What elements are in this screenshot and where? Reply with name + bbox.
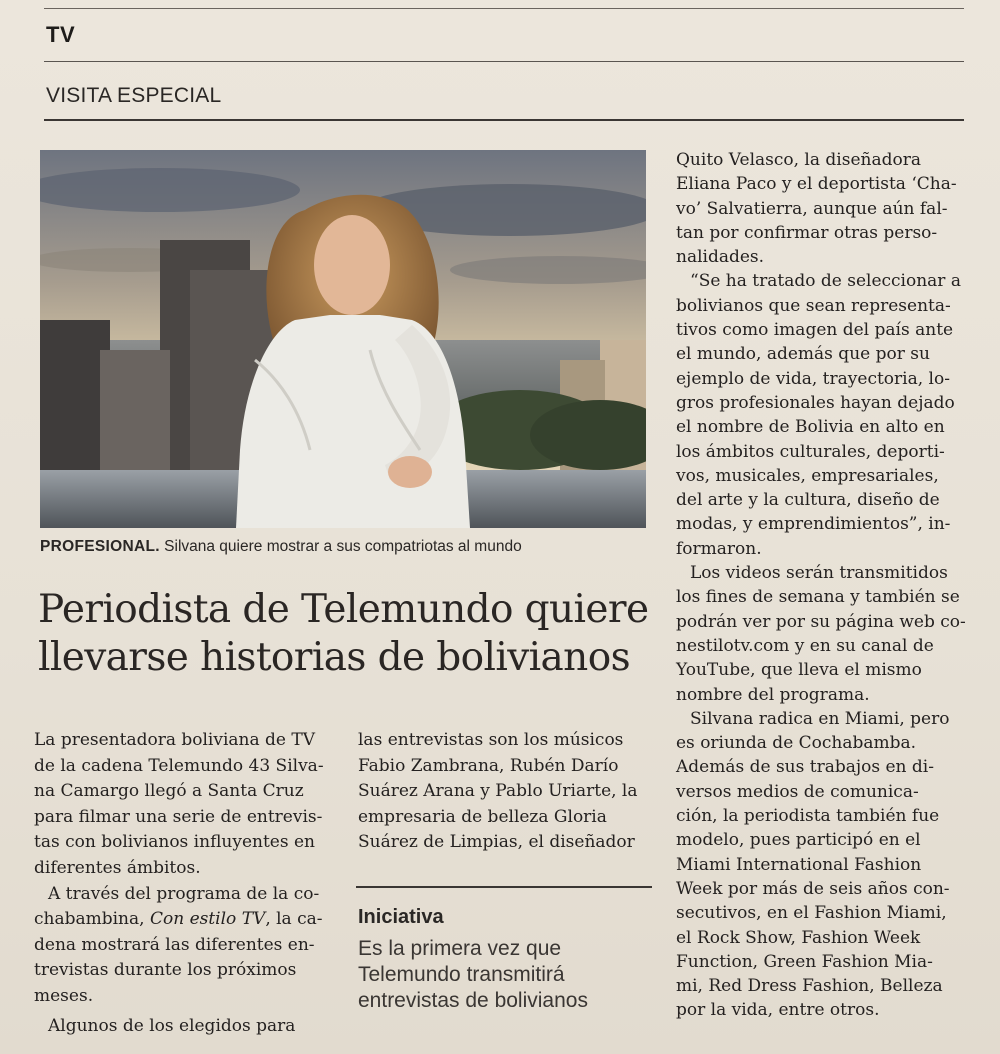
body-line: nombre del programa. xyxy=(676,684,870,705)
body-line: La presentadora boliviana de TV xyxy=(34,730,315,750)
section-label: TV xyxy=(46,22,76,47)
body-line: es oriunda de Cochabamba. xyxy=(676,733,917,754)
pullquote-rule xyxy=(356,886,652,888)
body-line: bolivianos que sean representa- xyxy=(676,295,951,316)
body-line: mi, Red Dress Fashion, Belleza xyxy=(676,976,943,997)
body-line: A través del programa de la co- xyxy=(48,883,320,904)
body-line: Algunos de los elegidos para xyxy=(48,1015,296,1036)
body-line: Quito Velasco, la diseñadora xyxy=(676,150,921,170)
body-line: meses. xyxy=(34,985,94,1006)
body-line: Week por más de seis años con- xyxy=(676,878,950,899)
body-line: Miami International Fashion xyxy=(676,854,922,875)
body-line: YouTube, que lleva el mismo xyxy=(676,660,922,681)
body-line: nalidades. xyxy=(676,247,765,268)
article-photo xyxy=(40,150,646,528)
program-name: Con estilo TV xyxy=(149,909,266,930)
body-line: el Rock Show, Fashion Week xyxy=(676,927,921,948)
building xyxy=(40,320,110,480)
body-line: Eliana Paco y el deportista ‘Cha- xyxy=(676,174,957,195)
headline-line: llevarse historias de bolivianos xyxy=(38,635,630,680)
body-line: el mundo, además que por su xyxy=(676,344,930,365)
headline-line: Periodista de Telemundo quiere xyxy=(38,587,649,632)
pullquote-line: Es la primera vez que xyxy=(358,937,562,960)
body-line: los ámbitos culturales, deporti- xyxy=(676,441,945,462)
photo-illustration xyxy=(40,150,646,528)
pullquote-text xyxy=(358,936,658,1014)
body-line: secutivos, en el Fashion Miami, xyxy=(676,903,947,924)
body-line: na Camargo llegó a Santa Cruz xyxy=(34,781,304,802)
body-line: ejemplo de vida, trayectoria, lo- xyxy=(676,368,950,389)
body-line: versos medios de comunica- xyxy=(676,781,919,802)
photo-caption xyxy=(40,538,646,556)
body-line: el nombre de Bolivia en alto en xyxy=(676,417,945,438)
section-rule xyxy=(44,61,964,62)
body-line: tivos como imagen del país ante xyxy=(676,320,954,341)
body-line: Suárez de Limpias, el diseñador xyxy=(358,832,635,853)
body-line: nestilotv.com y en su canal de xyxy=(676,635,934,656)
body-line: de la cadena Telemundo 43 Silva- xyxy=(34,755,324,776)
body-text: chabambina, xyxy=(34,909,150,930)
body-column-2 xyxy=(358,728,658,856)
body-column-3 xyxy=(676,148,980,1023)
body-line: gros profesionales hayan dejado xyxy=(676,392,955,413)
body-text: , la ca- xyxy=(265,909,323,930)
body-line: del arte y la cultura, diseño de xyxy=(676,490,940,511)
body-line: empresaria de belleza Gloria xyxy=(358,806,607,827)
hand xyxy=(388,456,432,488)
body-line: vos, musicales, empresariales, xyxy=(676,465,939,486)
body-line: diferentes ámbitos. xyxy=(34,857,201,878)
body-line: tan por confirmar otras perso- xyxy=(676,222,938,243)
body-line: los fines de semana y también se xyxy=(676,587,960,608)
body-line: Suárez Arana y Pablo Uriarte, la xyxy=(358,781,638,802)
body-line: tas con bolivianos influyentes en xyxy=(34,832,315,853)
caption-lead: PROFESIONAL. xyxy=(40,538,160,555)
building xyxy=(100,350,170,480)
body-line: dena mostrará las diferentes en- xyxy=(34,934,315,955)
kicker-rule xyxy=(44,119,964,121)
body-line: Fabio Zambrana, Rubén Darío xyxy=(358,755,619,776)
caption-text: Silvana quiere mostrar a sus compatriotas al mundo xyxy=(159,538,522,555)
body-line: Silvana radica en Miami, pero xyxy=(690,708,950,729)
body-line: por la vida, entre otros. xyxy=(676,1000,880,1021)
body-line: Los videos serán transmitidos xyxy=(690,563,948,584)
kicker: VISITA ESPECIAL xyxy=(46,84,222,107)
face xyxy=(314,215,390,315)
body-line: modelo, pues participó en el xyxy=(676,830,921,851)
body-line: vo’ Salvatierra, aunque aún fal- xyxy=(676,198,948,219)
body-column-1 xyxy=(34,728,334,1039)
body-line: para filmar una serie de entrevis- xyxy=(34,806,323,827)
body-line: ción, la periodista también fue xyxy=(676,806,940,827)
body-line: Function, Green Fashion Mia- xyxy=(676,951,933,972)
body-line: las entrevistas son los músicos xyxy=(358,730,624,750)
headline xyxy=(38,586,658,682)
body-line: “Se ha tratado de seleccionar a xyxy=(690,271,961,292)
pullquote-line: entrevistas de bolivianos xyxy=(358,989,588,1012)
body-line: Además de sus trabajos en di- xyxy=(676,757,934,778)
body-line: trevistas durante los próximos xyxy=(34,960,297,981)
body-line: formaron. xyxy=(676,538,762,559)
body-line: modas, y emprendimientos”, in- xyxy=(676,514,951,535)
top-rule xyxy=(44,8,964,9)
body-line xyxy=(34,907,334,933)
pullquote-title: Iniciativa xyxy=(358,906,444,928)
pullquote-line: Telemundo transmitirá xyxy=(358,963,565,986)
body-line: podrán ver por su página web co- xyxy=(676,611,966,632)
